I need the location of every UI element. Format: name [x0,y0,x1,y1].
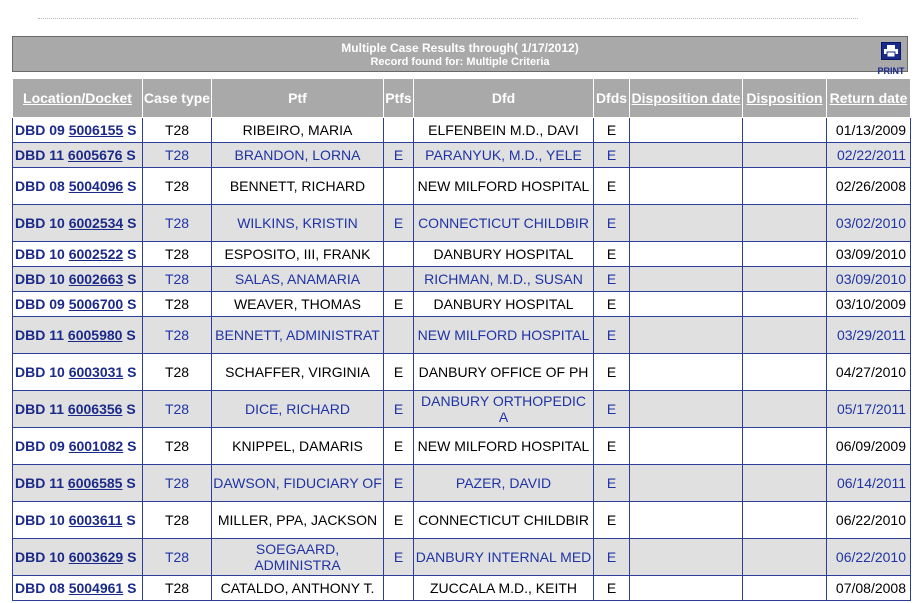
dfd-cell: ZUCCALA M.D., KEITH [414,576,594,601]
location-code: DBD 10 [15,512,65,528]
dfds-cell: E [594,428,630,465]
ptfs-cell [384,267,414,292]
ptf-cell: DAWSON, FIDUCIARY OF [212,465,384,502]
ptf-cell: SALAS, ANAMARIA [212,267,384,292]
dfds-cell: E [594,292,630,317]
disposition-cell [743,267,827,292]
case-type-cell: T28 [143,576,212,601]
col-header-disposition-date[interactable] [630,79,743,118]
dfd-cell: DANBURY OFFICE OF PH [414,354,594,391]
disposition-date-cell [630,576,743,601]
docket-suffix: S [127,178,137,194]
docket-suffix: S [126,512,136,528]
location-docket-cell [13,576,143,601]
return-date-cell: 06/09/2009 [827,428,911,465]
banner-subtitle: Record found for: Multiple Criteria [370,56,550,68]
return-date-cell: 03/10/2009 [827,292,911,317]
dfds-cell: E [594,465,630,502]
disposition-cell [743,576,827,601]
docket-link[interactable]: 5004096 [68,178,124,194]
dfds-cell: E [594,143,630,168]
disposition-cell [743,143,827,168]
sort-disposition-link[interactable]: Disposition [746,89,823,106]
disposition-cell [743,502,827,539]
location-code: DBD 08 [15,580,65,596]
col-header-dfd: Dfd [414,79,594,118]
dfd-cell: CONNECTICUT CHILDBIR [414,502,594,539]
col-header-case-type: Case type [143,79,212,118]
ptfs-cell: E [384,539,414,576]
location-docket-cell [13,465,143,502]
docket-link[interactable]: 5006155 [68,122,124,138]
table-row [13,576,911,601]
location-code: DBD 10 [15,271,65,287]
docket-suffix: S [126,401,136,417]
ptf-cell: BRANDON, LORNA [212,143,384,168]
table-row [13,242,911,267]
location-code: DBD 10 [15,215,65,231]
return-date-cell: 03/09/2010 [827,242,911,267]
return-date-cell: 03/02/2010 [827,205,911,242]
dfd-cell: NEW MILFORD HOSPITAL [414,168,594,205]
col-header-ptfs: Ptfs [384,79,414,118]
docket-link[interactable]: 6006356 [67,401,123,417]
location-code: DBD 11 [15,401,65,417]
case-type-cell: T28 [143,502,212,539]
case-type-cell: T28 [143,317,212,354]
banner-through-date: through( 1/17/2012) [465,41,579,55]
dfd-cell: DANBURY HOSPITAL [414,242,594,267]
case-type-cell: T28 [143,292,212,317]
location-code: DBD 09 [15,122,65,138]
banner-title: Multiple Case Results [341,41,466,55]
dfds-cell: E [594,391,630,428]
disposition-date-cell [630,502,743,539]
table-row [13,168,911,205]
docket-link[interactable]: 6002534 [68,215,124,231]
location-docket-cell [13,354,143,391]
dfds-cell: E [594,118,630,143]
docket-suffix: S [126,475,136,491]
location-code: DBD 09 [15,296,65,312]
results-banner [12,36,908,76]
results-body [13,118,911,601]
dfds-cell: E [594,267,630,292]
col-header-dfds: Dfds [594,79,630,118]
dfds-cell: E [594,539,630,576]
print-button[interactable] [871,42,911,76]
dfd-cell: PAZER, DAVID [414,465,594,502]
ptf-cell: WILKINS, KRISTIN [212,205,384,242]
ptf-cell: DICE, RICHARD [212,391,384,428]
ptfs-cell [384,576,414,601]
table-row [13,118,911,143]
dfd-cell: DANBURY HOSPITAL [414,292,594,317]
table-row [13,292,911,317]
table-row [13,502,911,539]
location-docket-cell [13,242,143,267]
disposition-cell [743,242,827,267]
case-type-cell: T28 [143,242,212,267]
top-divider [38,18,858,19]
location-docket-cell [13,143,143,168]
docket-suffix: S [127,296,137,312]
dfd-cell: NEW MILFORD HOSPITAL [414,317,594,354]
location-code: DBD 08 [15,178,65,194]
docket-suffix: S [127,438,137,454]
dfd-cell: ELFENBEIN M.D., DAVI [414,118,594,143]
col-header-disposition[interactable] [743,79,827,118]
case-type-cell: T28 [143,168,212,205]
disposition-date-cell [630,354,743,391]
dfd-cell: CONNECTICUT CHILDBIR [414,205,594,242]
docket-link[interactable]: 6001082 [68,438,124,454]
dfds-cell: E [594,576,630,601]
dfds-cell: E [594,502,630,539]
location-docket-cell [13,292,143,317]
disposition-cell [743,292,827,317]
table-row [13,428,911,465]
disposition-date-cell [630,168,743,205]
table-row [13,267,911,292]
case-type-cell: T28 [143,391,212,428]
ptfs-cell: E [384,465,414,502]
case-type-cell: T28 [143,267,212,292]
location-docket-cell [13,317,143,354]
table-header-row [13,79,911,118]
col-header-location[interactable] [13,79,143,118]
ptfs-cell [384,242,414,267]
case-type-cell: T28 [143,465,212,502]
disposition-date-cell [630,465,743,502]
dfd-cell: DANBURY ORTHOPEDIC A [414,391,594,428]
dfd-cell: NEW MILFORD HOSPITAL [414,428,594,465]
docket-suffix: S [127,271,137,287]
ptf-cell: KNIPPEL, DAMARIS [212,428,384,465]
docket-link[interactable]: 6003031 [68,364,124,380]
location-docket-cell [13,391,143,428]
case-type-cell: T28 [143,118,212,143]
dfds-cell: E [594,205,630,242]
disposition-cell [743,354,827,391]
disposition-cell [743,428,827,465]
location-code: DBD 11 [15,327,65,343]
return-date-cell: 06/14/2011 [827,465,911,502]
return-date-cell: 02/22/2011 [827,143,911,168]
docket-suffix: S [126,327,136,343]
sort-disposition-date-link[interactable]: Disposition date [631,89,741,106]
ptf-cell: RIBEIRO, MARIA [212,118,384,143]
return-date-cell: 04/27/2010 [827,354,911,391]
ptfs-cell: E [384,428,414,465]
col-header-return-date[interactable] [827,79,911,118]
disposition-cell [743,168,827,205]
ptf-cell: CATALDO, ANTHONY T. [212,576,384,601]
disposition-cell [743,317,827,354]
return-date-cell: 05/17/2011 [827,391,911,428]
table-row [13,205,911,242]
disposition-date-cell [630,539,743,576]
results-table [12,78,911,601]
ptf-cell: SCHAFFER, VIRGINIA [212,354,384,391]
ptfs-cell: E [384,502,414,539]
return-date-cell: 06/22/2010 [827,539,911,576]
disposition-date-cell [630,428,743,465]
location-docket-cell [13,267,143,292]
return-date-cell: 01/13/2009 [827,118,911,143]
location-code: DBD 11 [15,147,65,163]
ptfs-cell [384,168,414,205]
col-header-ptf: Ptf [212,79,384,118]
ptfs-cell: E [384,205,414,242]
docket-link[interactable]: 6005676 [67,147,123,163]
ptf-cell: BENNETT, RICHARD [212,168,384,205]
table-row [13,465,911,502]
dfd-cell: DANBURY INTERNAL MED [414,539,594,576]
disposition-date-cell [630,292,743,317]
dfds-cell: E [594,354,630,391]
disposition-cell [743,118,827,143]
ptf-cell: BENNETT, ADMINISTRAT [212,317,384,354]
return-date-cell: 02/26/2008 [827,168,911,205]
docket-link[interactable]: 5004961 [68,580,124,596]
docket-suffix: S [127,246,137,262]
docket-link[interactable]: 6005980 [67,327,123,343]
print-label: PRINT [877,66,905,76]
docket-link[interactable]: 6006585 [67,475,123,491]
docket-suffix: S [127,122,137,138]
disposition-date-cell [630,118,743,143]
location-code: DBD 10 [15,549,65,565]
table-row [13,539,911,576]
case-type-cell: T28 [143,539,212,576]
ptf-cell: MILLER, PPA, JACKSON [212,502,384,539]
location-docket-cell [13,502,143,539]
docket-link[interactable]: 5006700 [68,296,124,312]
disposition-date-cell [630,205,743,242]
disposition-date-cell [630,317,743,354]
location-code: DBD 10 [15,364,65,380]
dfd-cell: PARANYUK, M.D., YELE [414,143,594,168]
printer-icon [881,42,901,60]
table-row [13,391,911,428]
return-date-cell: 06/22/2010 [827,502,911,539]
return-date-cell: 07/08/2008 [827,576,911,601]
location-docket-cell [13,168,143,205]
docket-link[interactable]: 6003611 [68,512,123,528]
docket-suffix: S [126,147,136,163]
dfds-cell: E [594,317,630,354]
ptf-cell: ESPOSITO, III, FRANK [212,242,384,267]
disposition-date-cell [630,267,743,292]
ptfs-cell: E [384,354,414,391]
disposition-cell [743,391,827,428]
ptfs-cell: E [384,292,414,317]
location-code: DBD 11 [15,475,65,491]
location-code: DBD 09 [15,438,65,454]
docket-suffix: S [127,364,137,380]
table-row [13,143,911,168]
location-docket-cell [13,205,143,242]
disposition-cell [743,205,827,242]
docket-suffix: S [127,549,137,565]
ptf-cell: SOEGAARD, ADMINISTRA [212,539,384,576]
ptfs-cell [384,118,414,143]
docket-link[interactable]: 6003629 [68,549,124,565]
dfds-cell: E [594,242,630,267]
docket-link[interactable]: 6002663 [68,271,124,287]
return-date-cell: 03/29/2011 [827,317,911,354]
disposition-date-cell [630,242,743,267]
dfd-cell: RICHMAN, M.D., SUSAN [414,267,594,292]
sort-return-date-link[interactable]: Return date [829,89,908,106]
dfds-cell: E [594,168,630,205]
docket-suffix: S [127,215,137,231]
docket-link[interactable]: 6002522 [68,246,124,262]
case-type-cell: T28 [143,205,212,242]
ptfs-cell: E [384,143,414,168]
location-docket-cell [13,118,143,143]
banner-title-line [13,41,907,55]
ptfs-cell: E [384,391,414,428]
disposition-cell [743,539,827,576]
disposition-date-cell [630,391,743,428]
table-row [13,317,911,354]
disposition-date-cell [630,143,743,168]
case-type-cell: T28 [143,354,212,391]
sort-location-link[interactable]: Location/Docket [23,89,132,106]
ptf-cell: WEAVER, THOMAS [212,292,384,317]
return-date-cell: 03/09/2010 [827,267,911,292]
disposition-cell [743,465,827,502]
docket-suffix: S [127,580,137,596]
location-code: DBD 10 [15,246,65,262]
table-row [13,354,911,391]
location-docket-cell [13,428,143,465]
location-docket-cell [13,539,143,576]
case-type-cell: T28 [143,143,212,168]
case-type-cell: T28 [143,428,212,465]
ptfs-cell [384,317,414,354]
